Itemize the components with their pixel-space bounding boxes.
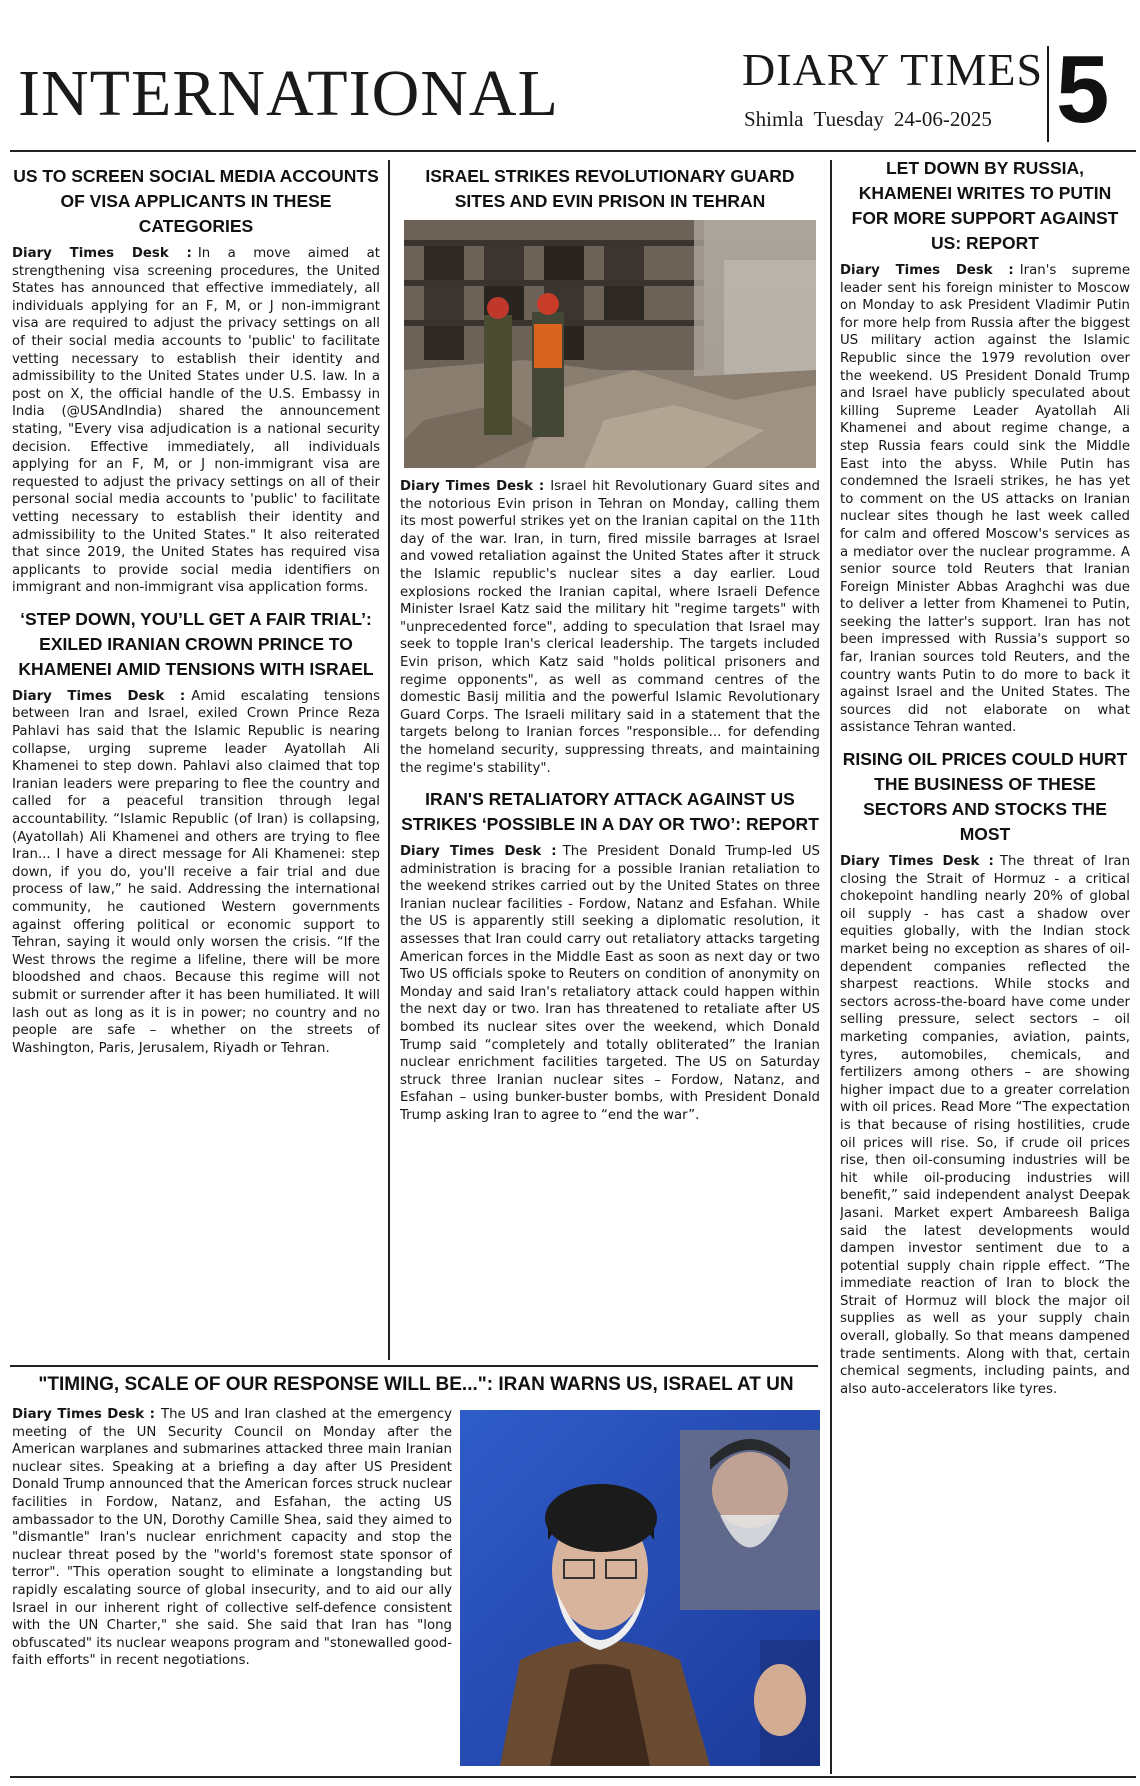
- column-rule-left: [388, 160, 390, 1360]
- article-text: In a move aimed at strengthening visa screening procedures, the United States has announced that effective immediately, all individuals applying for an F, M, or J non-immigrant visa are required to adjust the privacy settings on all of their social media accounts to 'public' to facilitate vetting necessary to establish their identity and admissibility to the United States under U.S. law. In a post on X, the official handle of the U.S. Embassy in India (@USAndIndia) shared the announcement stating, "Every visa adjudication is a national security decision. Effective immediately, all individuals applying for an F, M, or J non-immigrant visa are requested to adjust the privacy settings on all of their personal social media accounts to 'public' to facilitate vetting necessary to establish their identity and admissibility to the United States." It also reiterated that since 2019, the United States has required visa applicants to provide social media identifiers on immigrant and non-immigrant visa application forms.: [12, 246, 380, 596]
- masthead-divider: [1047, 46, 1049, 142]
- dateline-day: Tuesday: [813, 107, 884, 131]
- newspaper-name: DIARY TIMES: [742, 44, 1044, 95]
- dateline-date: 24-06-2025: [893, 107, 992, 131]
- dateline: [744, 106, 1044, 132]
- bottom-story-rule: [10, 1365, 818, 1367]
- headline-oil-prices: RISING OIL PRICES COULD HURT THE BUSINESS OF THESE SECTORS AND STOCKS THE MOST: [842, 749, 1128, 845]
- article-evin-strikes: [400, 164, 820, 777]
- article-retaliatory-attack: [400, 787, 820, 1125]
- headline-retaliatory-attack: IRAN'S RETALIATORY ATTACK AGAINST US STRIKES ‘POSSIBLE IN A DAY OR TWO’: REPORT: [401, 789, 819, 835]
- article-text: The US and Iran clashed at the emergency meeting of the UN Security Council on Monday after the American warplanes and submarines attacked three main Iranian nuclear sites. Speaking at a briefing a day after US President Donald Trump announced that the American forces struck nuclear facilities in Fordow, Natanz, and Esfahan, the acting US ambassador to the UN, Dorothy Camille Shea, said they aimed to "dismantle" Iran's nuclear enrichment capacity and stop the nuclear threat posed by the "world's foremost state sponsor of terror". "This operation sought to eliminate a longstanding but rapidly escalating source of global insecurity, and to aid our ally Israel in our inherent right of collective self-defence consistent with the UN Charter," she said. She said that Iran has "long obfuscated" its nuclear weapons program and "stonewalled good-faith efforts" in recent negotiations.: [12, 1407, 452, 1669]
- headline-crown-prince: ‘STEP DOWN, YOU’LL GET A FAIR TRIAL’: EXILED IRANIAN CROWN PRINCE TO KHAMENEI AMID TENSIONS WITH ISRAEL: [18, 608, 374, 679]
- article-body: [12, 688, 380, 1057]
- byline: Diary Times Desk :: [840, 854, 994, 870]
- headline-khamenei-putin: LET DOWN BY RUSSIA, KHAMENEI WRITES TO PUTIN FOR MORE SUPPORT AGAINST US: REPORT: [851, 158, 1119, 253]
- article-text: Iran's supreme leader sent his foreign minister to Moscow on Monday to ask President Vladimir Putin for more help from Russia after the biggest US military action against the Islamic Republic since the 1979 revolution over the weekend. US President Donald Trump and Israel have publicly speculated about killing Supreme Leader Ayatollah Ali Khamenei and about regime change, a step Russia fears could sink the Middle East into the abyss. While Putin has condemned the Israeli strikes, he has yet to comment on the US attacks on Iranian nuclear sites though he last week called for calm and offered Moscow's services as a mediator over the nuclear programme. A senior source told Reuters that Iranian Foreign Minister Abbas Araghchi was due to deliver a letter from Khamenei to Putin, seeking the latter's support. Iran has not been impressed with Russia's support so far, Iranian sources told Reuters, and the country wants Putin to do more to back it against Israel and the United States. The sources did not elaborate on what assistance Tehran wanted.: [840, 263, 1130, 736]
- headline-un-warning: "TIMING, SCALE OF OUR RESPONSE WILL BE...": IRAN WARNS US, ISRAEL AT UN: [38, 1374, 794, 1395]
- byline: Diary Times Desk :: [400, 479, 545, 494]
- article-khamenei-putin: [840, 156, 1130, 737]
- column-right: [840, 156, 1130, 1774]
- tehran-strike-photo: [404, 220, 816, 468]
- page-bottom-rule: [10, 1776, 1136, 1778]
- byline: Diary Times Desk :: [400, 844, 557, 860]
- byline: Diary Times Desk :: [840, 263, 1014, 278]
- column-left: [12, 164, 380, 1359]
- byline: Diary Times Desk :: [12, 246, 192, 261]
- headline-evin-strikes: ISRAEL STRIKES REVOLUTIONARY GUARD SITES AND EVIN PRISON IN TEHRAN: [425, 166, 795, 211]
- article-visa-screening: [12, 164, 380, 597]
- article-body: [12, 1406, 452, 1670]
- column-rule-right: [830, 160, 832, 1774]
- article-body: [400, 843, 820, 1125]
- top-rule: [10, 150, 1136, 152]
- article-text: The President Donald Trump-led US administration is bracing for a possible Iranian retaliation to the weekend strikes carried out by the United States on three Iranian nuclear facilities - Fordow, Natanz and Esfahan. While the US is apparently still seeking a diplomatic resolution, it assesses that Iran could carry out retaliatory attacks targeting American forces in the Middle East as soon as next day or two Two US officials spoke to Reuters on condition of anonymity on Monday and said Iran's retaliatory attack could happen within the next day or two. Iran has threatened to retaliate after US bombed its nuclear sites over the weekend, which Donald Trump said “completely and totally obliterated” the Iranian nuclear enrichment facilities targeted. The US on Saturday struck three Iranian nuclear sites – Fordow, Natanz, and Esfahan – using bunker-buster bombs, with President Donald Trump asking Iran to agree to “end the war”.: [400, 844, 820, 1123]
- article-text: Amid escalating tensions between Iran and Israel, exiled Crown Prince Reza Pahlavi has said that the Islamic Republic is nearing collapse, urging supreme leader Ayatollah Ali Khamenei to step down. Pahlavi also claimed that top Iranian leaders were preparing to flee the country and called for a peaceful transition through legal accountability. “Islamic Republic (of Iran) is collapsing, (Ayatollah) Ali Khamenei and others are trying to flee Iran... I have a direct message for Ali Khamenei: step down, if you do, you'll receive a fair trial and due process of law,” he said. Addressing the international community, he cautioned Western governments against offering political or economic support to Tehran, saying it would only worsen the crisis. “If the West throws the regime a lifeline, there will be more bloodshed and chaos. Because this regime will not submit or surrender after it has been humiliated. It will lash out as long as it is in power; no country and no people are safe – whether on the streets of Washington, Paris, Jerusalem, Riyadh or Tehran.: [12, 688, 380, 1056]
- column-middle: [400, 164, 820, 1359]
- byline: Diary Times Desk :: [12, 1407, 155, 1422]
- article-un-warning: [12, 1406, 452, 1772]
- byline: Diary Times Desk :: [12, 688, 186, 704]
- article-body: [840, 262, 1130, 737]
- article-body: [400, 478, 820, 777]
- page-number: 5: [1056, 36, 1110, 143]
- article-oil-prices: [840, 747, 1130, 1398]
- article-text: The threat of Iran closing the Strait of Hormuz - a critical chokepoint handling nearly 20% of global oil supply - has cast a shadow over equities globally, with the Indian stock market being no exception as shares of oil-dependent companies reflected the sharpest reactions. While stocks and sectors across-the-board have come under selling pressure, select sectors – oil marketing companies, aviation, paints, tyres, automobiles, chemicals, and fertilizers among others – are showing higher impact due to a greater correlation with oil prices. Read More “The expectation is that because of rising hostilities, crude oil prices will rise. So, if crude oil prices rise, then oil-consuming industries will be hit while oil-producing industries will benefit,” said independent analyst Deepak Jasani. Market expert Ambareesh Baliga said the latest developments would dampen investor sentiment due to a potential supply chain ripple effect. “The immediate reaction of Iran to block the Strait of Hormuz will block the major oil supplies as well as your supply chain overall, globally. So that means dampened trade sentiments. Along with that, certain chemical segments, including paints, and also auto-accelerators like tyres.: [840, 854, 1130, 1397]
- khamenei-photo: [460, 1410, 820, 1766]
- dateline-city: Shimla: [744, 107, 804, 131]
- article-body: [840, 853, 1130, 1398]
- article-text: Israel hit Revolutionary Guard sites and the notorious Evin prison in Tehran on Monday, calling them its most powerful strikes yet on the Iranian capital on the 11th day of the war. Iran, in turn, fired missile barrages at Israel and vowed retaliation against the United States after it struck the Islamic republic's nuclear sites a day earlier. Loud explosions rocked the Iranian capital, where Israeli Defence Minister Israel Katz said the military hit "regime targets" with "unprecedented force", adding to speculation that Israel may seek to topple Iran's clerical leadership. The targets included Evin prison, which Katz said "holds political prisoners and regime opponents", as well as command centres of the domestic Basij militia and the powerful Islamic Revolutionary Guard Corps. The Israeli military said in a statement that the targets belong to Iranian forces "responsible... for defending the homeland security, suppressing threats, and maintaining the regime's stability".: [400, 479, 820, 776]
- headline-visa-screening: US TO SCREEN SOCIAL MEDIA ACCOUNTS OF VISA APPLICANTS IN THESE CATEGORIES: [13, 166, 379, 236]
- section-title: INTERNATIONAL: [18, 57, 559, 130]
- article-crown-prince: [12, 607, 380, 1057]
- photo-slot: [400, 220, 820, 468]
- article-body: [12, 245, 380, 597]
